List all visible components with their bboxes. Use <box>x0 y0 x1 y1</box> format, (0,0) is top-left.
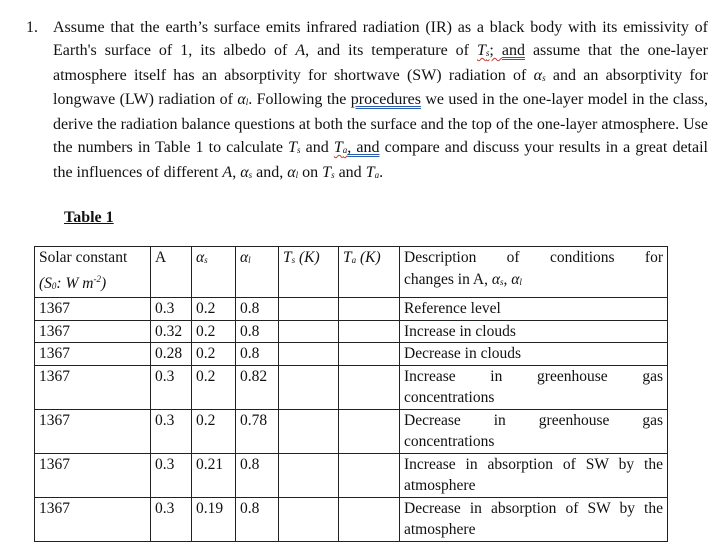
table-row: 1367 0.32 0.2 0.8 Increase in clouds <box>35 320 668 343</box>
question-number: 1. <box>26 19 38 36</box>
header-a: A <box>151 247 192 298</box>
table-row: 1367 0.3 0.2 0.82 Increase in greenhouse gas concentrations <box>35 365 668 409</box>
ts-symbol: Ts <box>477 41 490 59</box>
table-title: Table 1 <box>64 209 114 226</box>
procedures-word: procedures <box>350 91 421 109</box>
header-ta: Ta (K) <box>339 247 400 298</box>
header-alpha-s: αs <box>192 247 236 298</box>
table-row: 1367 0.3 0.21 0.8 Increase in absorption of SW by the atmosphere <box>35 453 668 497</box>
question-text: Assume that the earth’s surface emits infrared radiation (IR) as a black body with its emissivity of Earth's surface of 1, its albedo of A, and its temperature of Ts; and assume that the one-layer atmosphere itself has an absorptivity for shortwave (SW) radiation of αs and an absorptivity for longwave (LW) radiation of αl. Following the procedures we used in the one-layer model in the class, derive the radiation balance questions at both the surface and the top of the one-layer atmosphere. Use the numbers in Table 1 to calculate Ts and Ta, and compare and discuss your results in a great detail the influences of different A, αs and, αl on Ts and Ta. <box>53 19 709 181</box>
alpha-l-symbol: αl <box>237 91 249 109</box>
table-row: 1367 0.3 0.2 0.8 Reference level <box>35 298 668 321</box>
table-row: 1367 0.3 0.19 0.8 Decrease in absorption of SW by the atmosphere <box>35 497 668 541</box>
header-ts: Ts (K) <box>279 247 339 298</box>
data-table <box>34 246 668 542</box>
header-solar: Solar constant (S0: W $m^{-2}$) <box>35 247 151 298</box>
table-row: 1367 0.28 0.2 0.8 Decrease in clouds <box>35 343 668 366</box>
header-description: Description of conditions for changes in A, αs, αl <box>400 247 668 298</box>
ta-symbol: Ta <box>333 138 348 156</box>
table-row: 1367 0.3 0.2 0.78 Decrease in greenhouse gas concentrations <box>35 409 668 453</box>
alpha-s-symbol: αs <box>533 66 546 84</box>
header-alpha-l: αl <box>236 247 279 298</box>
table-header-row <box>35 247 668 298</box>
